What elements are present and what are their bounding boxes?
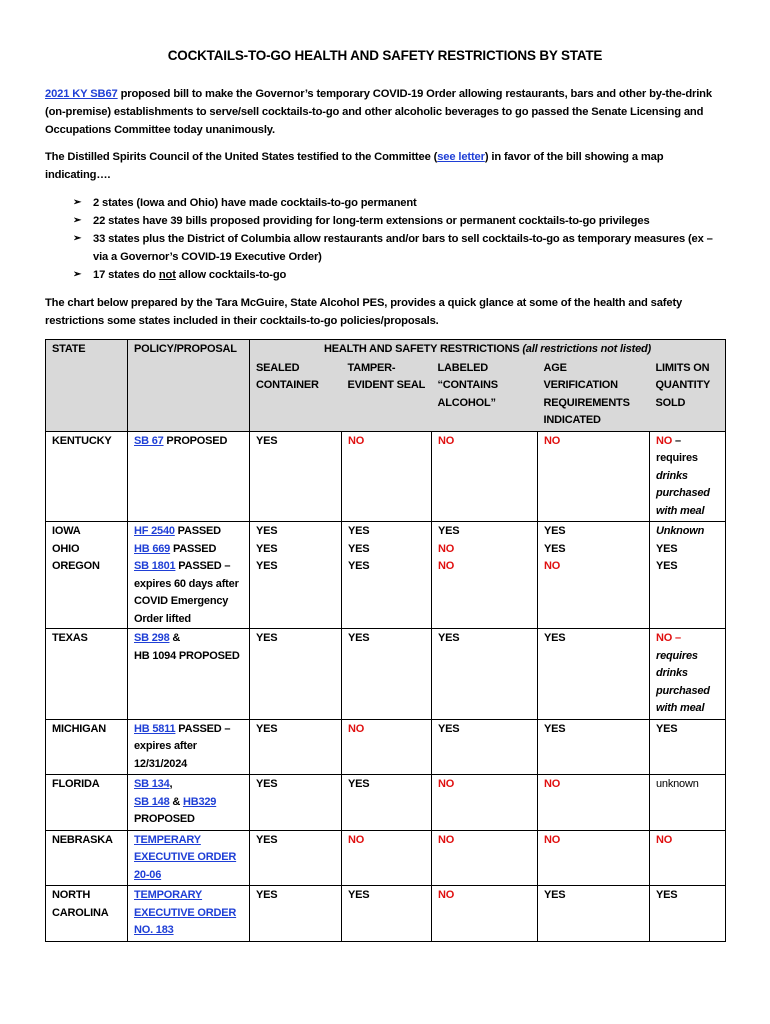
table-row: NORTH CAROLINA TEMPORARY EXECUTIVE ORDER NO. 183 YES YES NO YES YES: [46, 886, 726, 942]
table-row: IOWA OHIO OREGON HF 2540 PASSED HB 669 PASSED SB 1801 PASSED – expires 60 days after COVID Emergency Order lifted YES YES YES YES YES YES YES NO NO YES YES NO Unknown YES YES: [46, 522, 726, 629]
header-state: STATE: [46, 340, 128, 432]
page-title: COCKTAILS-TO-GO HEALTH AND SAFETY RESTRICTIONS BY STATE: [167, 48, 603, 63]
document-page: [45, 48, 725, 942]
table-row: NEBRASKA TEMPERARY EXECUTIVE ORDER 20-06 YES NO NO NO NO: [46, 830, 726, 886]
table-row: FLORIDA SB 134, SB 148 & HB329 PROPOSED YES YES NO NO unknown: [46, 775, 726, 831]
bill-link[interactable]: SB 298: [134, 632, 170, 644]
bill-link[interactable]: SB 148: [134, 795, 170, 808]
arrow-bullet-icon: ➢: [73, 197, 82, 208]
header-limits: LIMITS ON QUANTITY SOLD: [650, 359, 726, 432]
summary-list: [45, 194, 725, 284]
ky-sb67-link[interactable]: 2021 KY SB67: [45, 88, 118, 100]
bill-link[interactable]: SB 134: [134, 778, 170, 790]
list-item: ➢ 2 states (Iowa and Ohio) have made cocktails-to-go permanent: [81, 194, 725, 212]
bill-link[interactable]: HB 669: [134, 542, 171, 555]
bill-link[interactable]: HB329: [182, 795, 217, 808]
chart-intro-paragraph: The chart below prepared by the Tara McGuire, State Alcohol PES, provides a quick glance at some of the health and safety restrictions some states included in their cocktails-to-go policies/proposals.: [45, 297, 683, 327]
restrictions-table: [45, 339, 726, 942]
header-labeled: LABELED “CONTAINS ALCOHOL”: [432, 359, 538, 432]
bill-link[interactable]: HF 2540: [134, 525, 175, 537]
table-row: KENTUCKY SB 67 PROPOSED YES NO NO NO NO – requires drinks purchased with meal: [46, 431, 726, 522]
bill-link[interactable]: HB 5811: [134, 722, 176, 735]
header-policy: POLICY/PROPOSAL: [128, 340, 250, 432]
executive-order-link[interactable]: TEMPERARY EXECUTIVE ORDER 20-06: [134, 833, 237, 881]
header-tamper: TAMPER-EVIDENT SEAL: [342, 359, 432, 432]
arrow-bullet-icon: ➢: [73, 233, 82, 244]
council-paragraph: The Distilled Spirits Council of the United States testified to the Committee (see letter) in favor of the bill showing a map indicating….: [45, 151, 664, 181]
list-item: ➢ 33 states plus the District of Columbia allow restaurants and/or bars to sell cocktails-to-go as temporary measures (ex – via a Governor’s COVID-19 Executive Order): [81, 230, 725, 266]
list-item: ➢ 22 states have 39 bills proposed providing for long-term extensions or permanent cocktails-to-go privileges: [81, 212, 725, 230]
header-age: AGE VERIFICATION REQUIREMENTS INDICATED: [538, 359, 650, 432]
table-row: TEXAS SB 298 & HB 1094 PROPOSED YES YES YES YES NO – requires drinks purchased with meal: [46, 629, 726, 720]
bill-link[interactable]: SB 1801: [134, 560, 176, 572]
bill-link[interactable]: SB 67: [134, 434, 164, 447]
table-header-row: [46, 340, 726, 359]
header-restrictions: HEALTH AND SAFETY RESTRICTIONS (all restrictions not listed): [250, 340, 726, 359]
header-sealed: SEALED CONTAINER: [250, 359, 342, 432]
arrow-bullet-icon: ➢: [73, 269, 82, 280]
see-letter-link[interactable]: see letter: [437, 151, 485, 163]
executive-order-link[interactable]: TEMPORARY EXECUTIVE ORDER NO. 183: [134, 889, 237, 936]
arrow-bullet-icon: ➢: [73, 215, 82, 226]
table-row: MICHIGAN HB 5811 PASSED – expires after 12/31/2024 YES NO YES YES YES: [46, 719, 726, 775]
list-item: ➢ 17 states do not allow cocktails-to-go: [81, 266, 725, 284]
intro-paragraph: 2021 KY SB67 proposed bill to make the Governor’s temporary COVID-19 Order allowing restaurants, bars and other by-the-drink (on-premise) establishments to serve/sell cocktails-to-go and other alcoholic beverages to go passed the Senate Licensing and Occupations Committee today unanimously.: [45, 88, 712, 136]
